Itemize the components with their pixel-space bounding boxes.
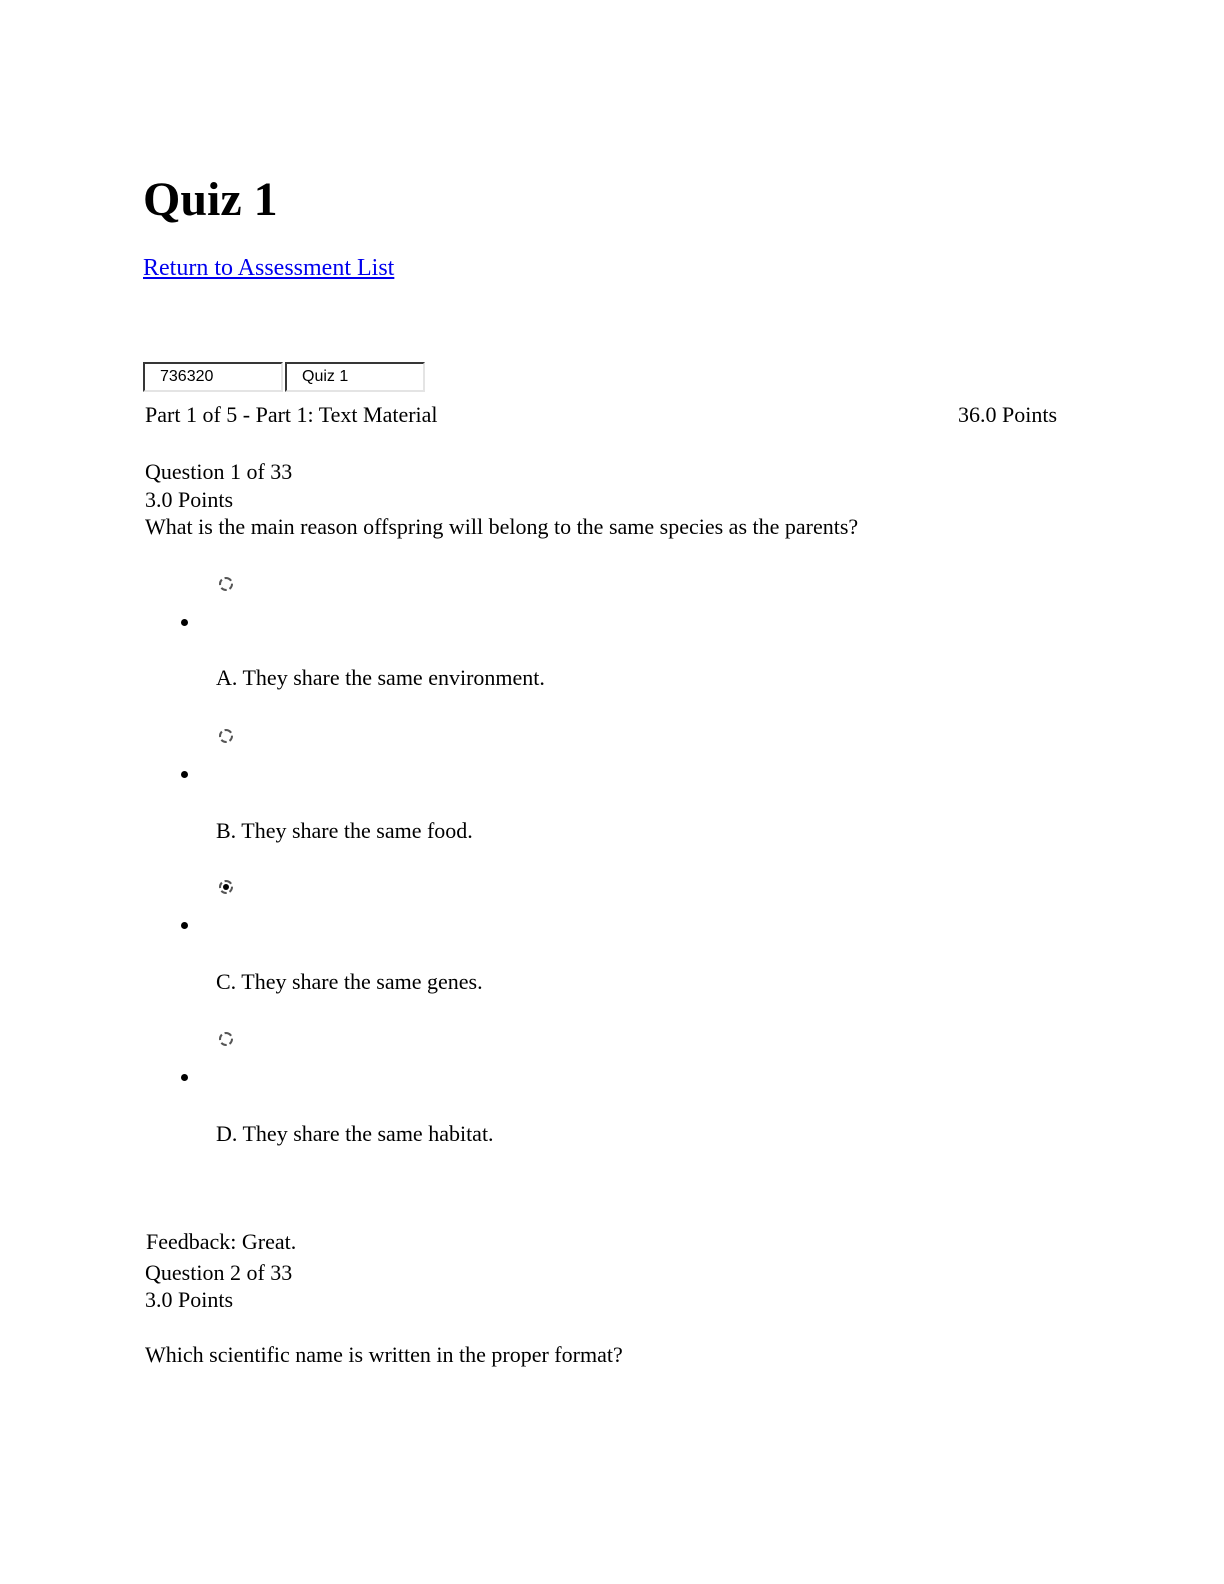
list-bullet-icon bbox=[181, 771, 188, 778]
question-2-number: Question 2 of 33 bbox=[145, 1260, 293, 1285]
return-to-assessment-list-link[interactable]: Return to Assessment List bbox=[143, 255, 395, 281]
question-2-points: 3.0 Points bbox=[145, 1287, 234, 1312]
list-bullet-icon bbox=[181, 1074, 188, 1081]
part-points: 36.0 Points bbox=[958, 402, 1058, 427]
option-a-label: A. They share the same environment. bbox=[216, 665, 545, 690]
option-b-label: B. They share the same food. bbox=[216, 818, 473, 843]
question-1-text: What is the main reason offspring will belong to the same species as the parents? bbox=[145, 514, 859, 539]
assessment-name-field[interactable] bbox=[285, 362, 425, 392]
list-bullet-icon bbox=[181, 619, 188, 626]
option-b-radio[interactable] bbox=[219, 729, 233, 743]
question-1-points: 3.0 Points bbox=[145, 487, 234, 512]
option-d-radio[interactable] bbox=[219, 1032, 233, 1046]
question-1-feedback: Feedback: Great. bbox=[146, 1229, 297, 1254]
option-d-label: D. They share the same habitat. bbox=[216, 1121, 494, 1146]
list-bullet-icon bbox=[181, 922, 188, 929]
page-title: Quiz 1 bbox=[143, 173, 278, 226]
option-c-label: C. They share the same genes. bbox=[216, 969, 483, 994]
question-1-number: Question 1 of 33 bbox=[145, 459, 293, 484]
assessment-id-field[interactable] bbox=[143, 362, 283, 392]
part-label: Part 1 of 5 - Part 1: Text Material bbox=[145, 402, 438, 427]
question-2-text: Which scientific name is written in the proper format? bbox=[145, 1342, 623, 1367]
option-c-radio[interactable] bbox=[219, 880, 233, 894]
option-a-radio[interactable] bbox=[219, 577, 233, 591]
